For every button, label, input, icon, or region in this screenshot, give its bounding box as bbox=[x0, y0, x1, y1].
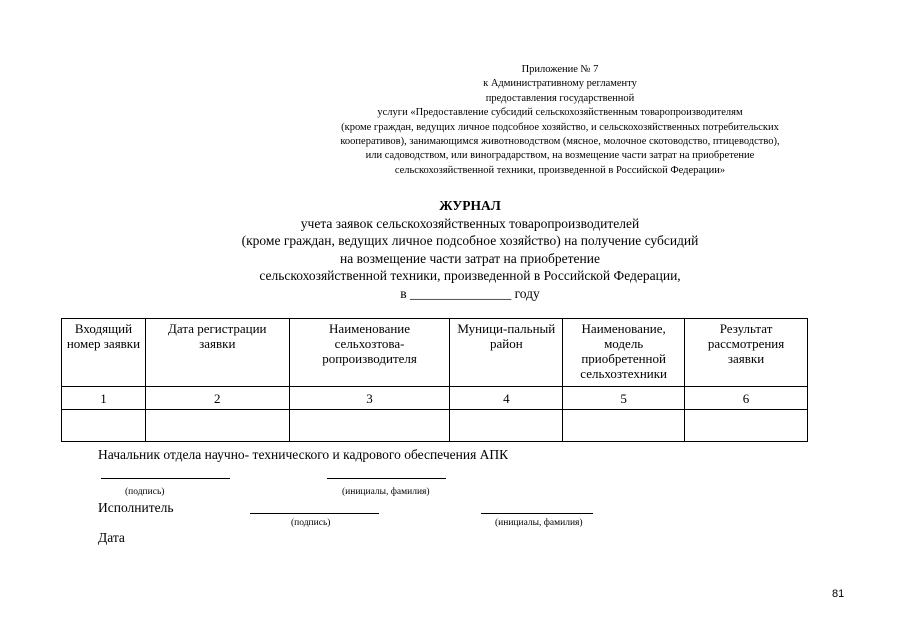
appendix-line: кооперативов), занимающимся животноводством (мясное, молочное скотоводство, птицеводство), bbox=[340, 136, 780, 148]
executor-signature-caption: (подпись) bbox=[291, 518, 331, 528]
appendix-header bbox=[270, 63, 850, 178]
table-cell bbox=[289, 410, 450, 442]
date-label: Дата bbox=[98, 530, 125, 545]
journal-table bbox=[61, 318, 808, 442]
head-of-department-label: Начальник отдела научно- технического и кадрового обеспечения АПК bbox=[98, 447, 509, 462]
table-row-empty bbox=[62, 410, 808, 442]
table-row-numbers bbox=[62, 387, 808, 410]
appendix-line: к Административному регламенту bbox=[483, 78, 637, 90]
journal-subtitle-line: учета заявок сельскохозяйственных товаропроизводителей bbox=[300, 215, 640, 231]
column-number: 3 bbox=[289, 387, 450, 410]
executor-initials-caption: (инициалы, фамилия) bbox=[495, 518, 583, 528]
appendix-line: (кроме граждан, ведущих личное подсобное хозяйство, и сельскохозяйственных потребительских bbox=[341, 121, 779, 133]
executor-signature-line bbox=[250, 513, 379, 514]
journal-year-line: в _______________ году bbox=[400, 285, 540, 301]
journal-subtitle-line: (кроме граждан, ведущих личное подсобное хозяйство) на получение субсидий bbox=[241, 233, 699, 248]
journal-heading: ЖУРНАЛ bbox=[439, 198, 501, 213]
column-number: 1 bbox=[62, 387, 146, 410]
column-number: 4 bbox=[450, 387, 563, 410]
column-header-equipment: Наименование, модель приобретенной сельхозтехники bbox=[563, 319, 685, 387]
column-number: 2 bbox=[145, 387, 289, 410]
table-cell bbox=[450, 410, 563, 442]
table-header-row bbox=[62, 319, 808, 387]
appendix-line: или садоводством, или виноградарством, на возмещение части затрат на приобретение bbox=[365, 150, 755, 162]
appendix-line: услуги «Предоставление субсидий сельскохозяйственным товаропроизводителям bbox=[377, 107, 743, 119]
journal-subtitle-line: на возмещение части затрат на приобретение bbox=[340, 250, 600, 266]
page-number: 81 bbox=[832, 588, 845, 600]
head-signature-line bbox=[101, 478, 230, 479]
table-cell bbox=[62, 410, 146, 442]
appendix-line: сельскохозяйственной техники, произведенной в Российской Федерации» bbox=[394, 164, 726, 176]
head-initials-line bbox=[327, 478, 446, 479]
column-number: 5 bbox=[563, 387, 685, 410]
column-header-incoming-number: Входящий номер заявки bbox=[62, 319, 146, 387]
column-header-producer-name: Наименование сельхозтова-ропроизводителя bbox=[289, 319, 450, 387]
head-initials-caption: (инициалы, фамилия) bbox=[342, 487, 430, 497]
table-cell bbox=[563, 410, 685, 442]
head-signature-caption: (подпись) bbox=[125, 487, 165, 497]
column-number: 6 bbox=[685, 387, 808, 410]
executor-initials-line bbox=[481, 513, 593, 514]
journal-subtitle-line: сельскохозяйственной техники, произведенной в Российской Федерации, bbox=[259, 268, 681, 283]
table-cell bbox=[685, 410, 808, 442]
executor-label: Исполнитель bbox=[98, 500, 174, 515]
appendix-line: предоставления государственной bbox=[485, 92, 635, 104]
table-cell bbox=[145, 410, 289, 442]
column-header-result: Результат рассмотрения заявки bbox=[685, 319, 808, 387]
journal-title-block bbox=[160, 197, 780, 302]
appendix-line: Приложение № 7 bbox=[521, 64, 599, 75]
column-header-district: Муници-пальный район bbox=[450, 319, 563, 387]
column-header-registration-date: Дата регистрации заявки bbox=[145, 319, 289, 387]
